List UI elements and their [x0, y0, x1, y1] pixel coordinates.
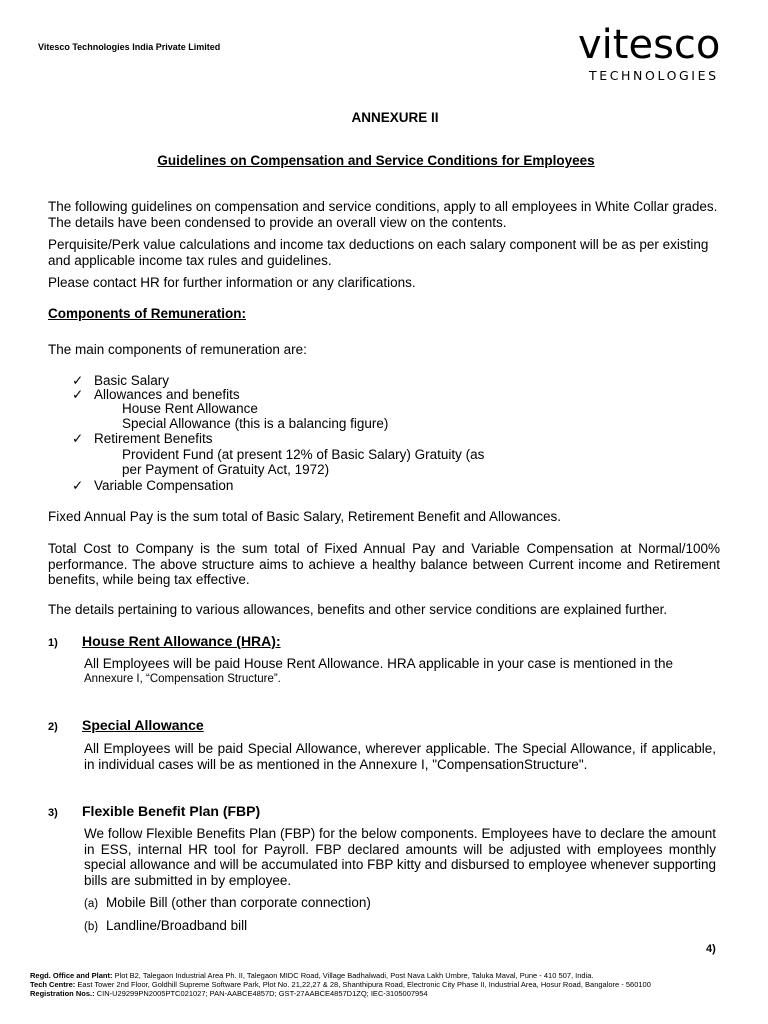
bullet-label: Retirement Benefits: [94, 431, 213, 446]
footer-label: Regd. Office and Plant:: [30, 971, 113, 980]
components-lead: The main components of remuneration are:: [48, 342, 307, 357]
details-paragraph: The details pertaining to various allowances, benefits and other service conditions are explained further.: [48, 602, 668, 617]
section-number: 3): [48, 807, 58, 819]
section-title: House Rent Allowance (HRA):: [82, 633, 281, 649]
list-label: (b): [84, 921, 99, 933]
sub-item: House Rent Allowance: [122, 401, 258, 416]
section-body: All Employees will be paid Special Allowance, wherever applicable. The Special Allowance, if applicable, in individual cases will be as mentioned in the Annexure I, "CompensationStructure".: [84, 741, 716, 772]
bullet-label: Basic Salary: [94, 373, 170, 388]
sub-item: Provident Fund (at present 12% of Basic Salary) Gratuity (as: [122, 447, 485, 462]
page-title: ANNEXURE II: [351, 110, 439, 125]
footer-tech-centre: [30, 980, 750, 989]
footer-label: Tech Centre:: [30, 980, 76, 989]
intro-paragraph-1: The following guidelines on compensation and service conditions, apply to all employees in White Collar grades. The details have been condensed to provide an overall view on the contents.: [48, 199, 718, 230]
footer-regd-office: [30, 971, 750, 980]
components-heading: Components of Remuneration:: [48, 306, 246, 321]
footer-text: CIN-U29299PN2005PTC021027; PAN-AABCE4857D; GST-27AABCE4857D1ZQ; IEC-3105007954: [96, 989, 428, 998]
list-text: Mobile Bill (other than corporate connection): [106, 895, 371, 910]
check-icon: ✓: [72, 387, 84, 402]
bullet-label: Allowances and benefits: [94, 387, 240, 402]
section-body: All Employees will be paid House Rent Allowance. HRA applicable in your case is mentioned in the: [84, 656, 674, 671]
intro-paragraph-3: Please contact HR for further information or any clarifications.: [48, 275, 416, 290]
sub-item: per Payment of Gratuity Act, 1972): [122, 462, 330, 477]
bullet-item: [72, 431, 213, 447]
list-label: (a): [84, 898, 99, 910]
footer-registration: [30, 989, 750, 998]
sub-item: Special Allowance (this is a balancing figure): [122, 416, 389, 431]
check-icon: ✓: [72, 478, 84, 493]
section-heading-special-allowance: [48, 717, 204, 733]
list-item: [84, 895, 371, 910]
intro-paragraph-2: Perquisite/Perk value calculations and income tax deductions on each salary component will be as per existing and applicable income tax rules and guidelines.: [48, 237, 709, 268]
footer-label: Registration Nos.:: [30, 989, 95, 998]
check-icon: ✓: [72, 431, 84, 446]
section-title: Flexible Benefit Plan (FBP): [82, 803, 261, 819]
page-subtitle: Guidelines on Compensation and Service Conditions for Employees: [157, 153, 595, 168]
list-item: [84, 918, 247, 933]
fixed-pay-paragraph: Fixed Annual Pay is the sum total of Basic Salary, Retirement Benefit and Allowances.: [48, 509, 562, 524]
footer-text: Plot B2, Talegaon Industrial Area Ph. II, Talegaon MIDC Road, Village Badhalwadi, Post Nava Lakh Umbre, Taluka Maval, Pune - 410 507, India.: [114, 971, 594, 980]
bullet-item: [72, 478, 233, 494]
footer-text: East Tower 2nd Floor, Goldhill Supreme Software Park, Plot No. 21,22,27 & 28, Shanthipura Road, Electronic City Phase II, Industrial Area, Hosur Road, Bangalore - 560100: [77, 980, 651, 989]
check-icon: ✓: [72, 373, 84, 388]
bullet-label: Variable Compensation: [94, 478, 234, 493]
section-heading-hra: [48, 633, 281, 649]
section-body: We follow Flexible Benefits Plan (FBP) for the below components. Employees have to declare the amount in ESS, internal HR tool for Payroll. FBP declared amounts will be adjusted with employees monthly special allowance and will be accumulated into FBP kitty and disbursed to employee whenever supporting bills are submitted in by employee.: [84, 826, 716, 888]
section-number: 2): [48, 721, 58, 733]
list-text: Landline/Broadband bill: [106, 918, 248, 933]
logo-subtitle: TECHNOLOGIES: [589, 68, 719, 83]
section-body-continued: Annexure I, “Compensation Structure”.: [84, 673, 281, 685]
page-marker: 4): [706, 943, 716, 955]
logo-wordmark: vitesco: [578, 22, 721, 68]
ctc-paragraph: Total Cost to Company is the sum total of Fixed Annual Pay and Variable Compensation at Normal/100% performance. The above structure aims to achieve a healthy balance between Current income and Retirement benefits, while being tax effective.: [48, 541, 720, 587]
company-name: Vitesco Technologies India Private Limited: [38, 42, 221, 52]
section-heading-fbp: [48, 803, 260, 819]
section-number: 1): [48, 637, 58, 649]
section-title: Special Allowance: [82, 717, 204, 733]
